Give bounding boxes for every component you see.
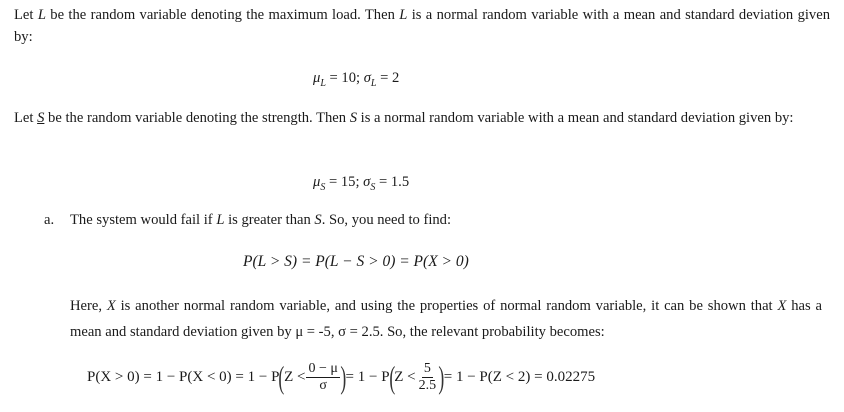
var-s: S [314, 212, 322, 228]
eq-text: = 2 [376, 70, 400, 86]
eq-part: P(X > 0) = 1 − P(X < 0) = 1 − P [87, 368, 280, 385]
text: be the random variable denoting the maximum load. Then [45, 7, 400, 23]
numerator: 5 [423, 360, 431, 376]
eq-part: = 1 − P [345, 368, 390, 385]
text: . So, you need to find: [321, 212, 452, 228]
eq-text: = 10; [325, 70, 364, 86]
paragraph-strength-definition [14, 107, 830, 129]
denominator: 2.5 [418, 377, 437, 393]
eq-part: Z < [284, 368, 306, 385]
equation-load-params [313, 70, 399, 89]
text: is greater than [224, 212, 315, 228]
sigma-symbol: σ [363, 174, 371, 190]
subscript: S [320, 182, 326, 193]
subscript: L [320, 78, 326, 89]
equation-final-probability [87, 355, 595, 399]
text: has a mean and standard deviation given by μ = -5, σ = 2.5. So, the relevant probability becomes: [70, 298, 822, 340]
left-paren-icon: ( [388, 359, 395, 395]
eq-text: = 1.5 [375, 174, 410, 190]
var-s: S [349, 110, 358, 126]
var-x: X [777, 298, 787, 314]
mu-symbol: μ [313, 70, 321, 86]
text: Let [14, 7, 38, 23]
eq-text: P(L > S) = P(L − S > 0) = P(X > 0) [243, 253, 469, 270]
subscript: L [370, 78, 377, 89]
equation-failure-probability [243, 253, 469, 271]
paragraph-load-definition [14, 4, 830, 48]
list-marker: a. [44, 212, 55, 228]
text: be the random variable denoting the strength. Then [44, 110, 350, 126]
text: Let [14, 110, 38, 126]
sigma-symbol: σ [363, 70, 371, 86]
var-x: X [106, 298, 116, 314]
text: The system would fail if [70, 212, 217, 228]
text: Here, [70, 298, 107, 314]
eq-text: = 15; [325, 174, 364, 190]
var-l: L [399, 7, 408, 23]
list-item-a [70, 212, 451, 229]
var-l: L [216, 212, 225, 228]
mu-symbol: μ [313, 174, 321, 190]
numerator: 0 − μ [308, 360, 338, 376]
var-s: S [37, 110, 45, 126]
right-paren-icon: ) [340, 359, 347, 395]
fraction [417, 361, 439, 394]
equation-strength-params [313, 174, 409, 193]
left-paren-icon: ( [278, 359, 285, 395]
text: is a normal random variable with a mean and standard deviation given by: [14, 7, 830, 45]
eq-part: = 1 − P(Z < 2) = 0.02275 [443, 368, 596, 385]
paragraph-x-definition [70, 293, 822, 345]
text: is a normal random variable with a mean and standard deviation given by: [357, 110, 794, 126]
text: is another normal random variable, and using the properties of normal random variable, it can be shown that [115, 298, 778, 314]
subscript: S [370, 182, 376, 193]
denominator: σ [319, 377, 327, 393]
right-paren-icon: ) [438, 359, 445, 395]
fraction [306, 361, 339, 394]
var-l: L [37, 7, 46, 23]
eq-part: Z < [394, 368, 416, 385]
